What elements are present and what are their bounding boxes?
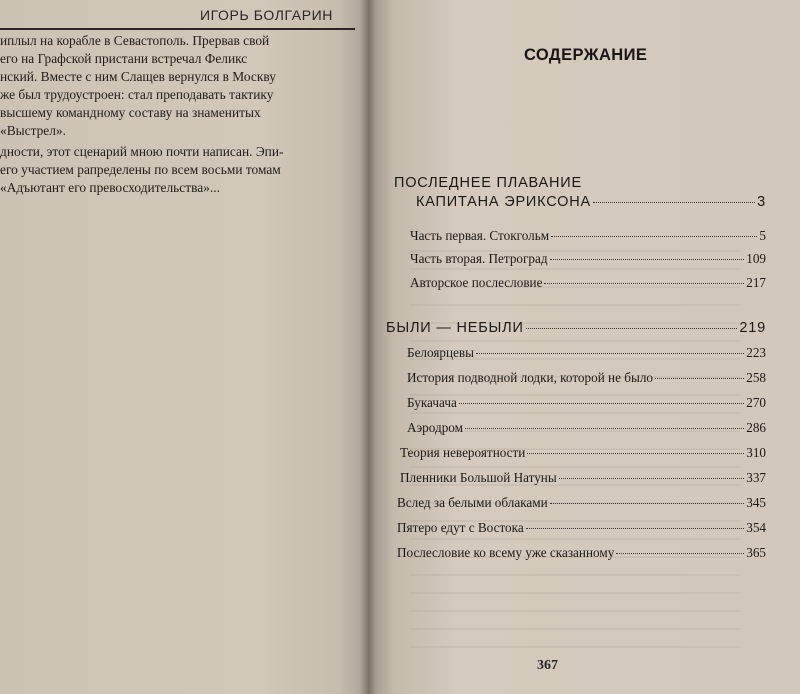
toc-entry-title: Теория невероятности <box>400 445 526 460</box>
toc-section-title: КАПИТАНА ЭРИКСОНА <box>416 194 591 210</box>
toc-entry-title: Авторское послесловие <box>410 275 543 290</box>
toc-entry-title: История подводной лодки, которой не было <box>407 370 654 385</box>
dot-leader <box>459 403 744 404</box>
toc-page-number: 5 <box>759 228 766 243</box>
toc-entry <box>410 251 766 267</box>
toc-entry-title: Часть вторая. Петроград <box>410 251 548 266</box>
toc-entry <box>400 445 766 461</box>
dot-leader <box>616 553 744 554</box>
toc-entry <box>407 395 766 411</box>
text-line: иплыл на корабле в Севастополь. Прервав свой <box>0 33 270 48</box>
text-line: «Адъютант его превосходительства»... <box>0 180 220 195</box>
toc-heading: СОДЕРЖАНИЕ <box>524 46 648 64</box>
toc-entry-title: Часть первая. Стокгольм <box>410 228 550 243</box>
toc-page-number: 310 <box>746 445 766 460</box>
left-page <box>0 0 368 694</box>
toc-section-entry <box>386 320 766 336</box>
toc-section-title: ПОСЛЕДНЕЕ ПЛАВАНИЕ <box>394 175 582 191</box>
toc-page-number: 219 <box>739 320 766 336</box>
toc-entry <box>407 370 766 386</box>
running-head: ИГОРЬ БОЛГАРИН <box>200 7 334 23</box>
dot-leader <box>465 428 744 429</box>
dot-leader <box>593 202 755 203</box>
toc-entry <box>397 520 766 536</box>
toc-page-number: 258 <box>746 370 766 385</box>
toc-page-number: 337 <box>746 470 766 485</box>
body-text <box>0 32 360 197</box>
text-line: нский. Вместе с ним Слащев вернулся в Москву <box>0 69 276 84</box>
toc-page-number: 365 <box>746 545 766 560</box>
dot-leader <box>526 328 738 329</box>
toc-entry-title: Букачача <box>407 395 457 410</box>
toc-entry <box>407 345 766 361</box>
dot-leader <box>476 353 744 354</box>
dot-leader <box>550 259 745 260</box>
toc-page-number: 286 <box>746 420 766 435</box>
text-line: «Выстрел». <box>0 123 66 138</box>
text-line: его на Графской пристани встречал Феликс <box>0 51 248 66</box>
dot-leader <box>551 236 757 237</box>
header-rule <box>0 28 355 30</box>
toc-section-title: БЫЛИ — НЕБЫЛИ <box>386 320 524 336</box>
toc-page-number: 270 <box>746 395 766 410</box>
dot-leader <box>526 528 745 529</box>
text-line: его участием рапределены по всем восьми томам <box>0 162 281 177</box>
toc-page-number: 223 <box>746 345 766 360</box>
text-line: высшему командному составу на знаменитых <box>0 105 261 120</box>
toc-entry <box>397 545 766 561</box>
page-number: 367 <box>537 658 558 673</box>
toc-section-entry <box>416 194 766 210</box>
dot-leader <box>559 478 745 479</box>
toc-entry-title: Белоярцевы <box>407 345 475 360</box>
text-line: дности, этот сценарий мною почти написан. Эпи- <box>0 144 284 159</box>
toc-entry-title: Послесловие ко всему уже сказанному <box>397 545 615 560</box>
toc-entry <box>407 420 766 436</box>
toc-entry <box>397 495 766 511</box>
dot-leader <box>655 378 744 379</box>
toc-page-number: 345 <box>746 495 766 510</box>
dot-leader <box>544 283 744 284</box>
text-line: же был трудоустроен: стал преподавать тактику <box>0 87 274 102</box>
toc-page-number: 3 <box>757 194 766 210</box>
toc-entry <box>410 275 766 291</box>
toc-entry-title: Пленники Большой Натуны <box>400 470 557 485</box>
toc-entry-title: Аэродром <box>407 420 463 435</box>
dot-leader <box>550 503 745 504</box>
toc-page-number: 217 <box>746 275 766 290</box>
toc-entry <box>410 228 766 244</box>
toc-page-number: 354 <box>746 520 766 535</box>
toc-entry <box>400 470 766 486</box>
book-gutter <box>360 0 376 694</box>
toc-entry-title: Пятеро едут с Востока <box>397 520 524 535</box>
toc-entry-title: Вслед за белыми облаками <box>397 495 548 510</box>
dot-leader <box>527 453 744 454</box>
toc-page-number: 109 <box>746 251 766 266</box>
